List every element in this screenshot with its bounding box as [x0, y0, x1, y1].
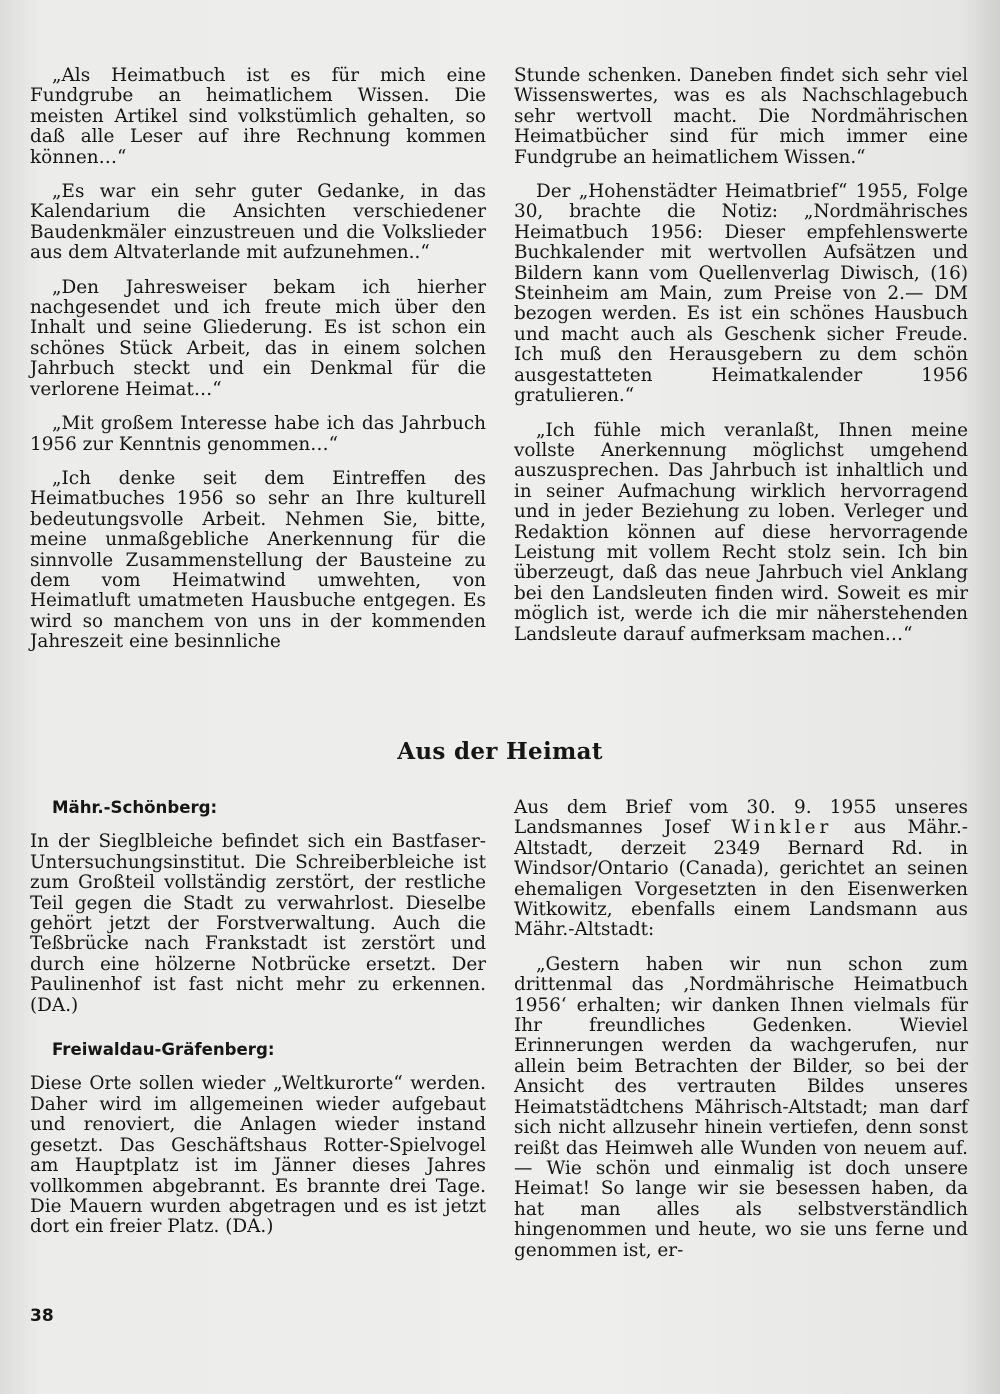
column-top-left	[30, 66, 486, 667]
paragraph: „Als Heimatbuch ist es für mich eine Fundgrube an heimatlichem Wissen. Die meisten Artikel sind volkstümlich gehalten, so daß alle Leser auf ihre Rechnung kommen können…“	[30, 65, 486, 168]
person-name: Winkler	[731, 817, 833, 839]
paragraph: „Den Jahresweiser bekam ich hierher nachgesendet und ich freute mich über den Inhalt und seine Gliederung. Es ist schon ein schönes Stück Arbeit, das in einem solchen Jahrbuch steckt und ein Denkmal für die verlorene Heimat…“	[30, 276, 486, 400]
page-number: 38	[30, 1306, 54, 1326]
paragraph: „Es war ein sehr guter Gedanke, in das Kalendarium die Ansichten verschiedener Baudenkmäler einzustreuen und die Volkslieder aus dem Altvaterlande mit aufzunehmen..“	[30, 181, 486, 264]
paragraph: „Mit großem Interesse habe ich das Jahrbuch 1956 zur Kenntnis genommen…“	[30, 413, 486, 455]
subheading-freiwaldau-graefenberg: Freiwaldau-Gräfenberg:	[52, 1040, 275, 1060]
intro-text: Aus dem Brief vom 30. 9. 1955 unseres Landsmannes Josef	[514, 797, 968, 839]
column-bottom-right	[514, 798, 968, 1275]
column-bottom-left	[30, 798, 486, 1252]
paragraph: Stunde schenken. Daneben findet sich sehr viel Wissenswertes, was es als Nachschlagebuch sehr wertvoll macht. Die Nordmährischen Heimatbücher sind für mich immer eine Fundgrube an heimatlichem Wissen.“	[514, 65, 968, 168]
subheading-maehr-schoenberg: Mähr.-Schönberg:	[52, 798, 218, 817]
letter-intro	[514, 798, 968, 941]
paragraph: „Ich denke seit dem Eintreffen des Heimatbuches 1956 so sehr an Ihre kulturell bedeutungsvolle Arbeit. Nehmen Sie, bitte, meine unmaßgebliche Anerkennung für die sinnvolle Zusammenstellung der Bausteine zu dem vom Heimatwind umwehten, von Heimatluft umatmeten Hausbuche entgegen. Es wird so manchem von uns in der kommenden Jahreszeit eine besinnliche	[30, 467, 486, 653]
intro-text: aus Mähr.-Altstadt, derzeit 2349 Bernard Rd. in Windsor/Ontario (Canada), gerichtet an seinen ehemaligen Vorgesetzten in den Eisenwerken Witkowitz, ebenfalls einem Landsmann aus Mähr.-Altstadt:	[514, 817, 968, 941]
column-top-right	[514, 66, 968, 659]
letter-quote: „Gestern haben wir nun schon zum drittenmal das ‚Nordmährische Heimatbuch 1956‘ erhalten; wir danken Ihnen vielmals für Ihr freundliches Gedenken. Wieviel Erinnerungen werden da wachgerufen, nur allein beim Betrachten der Bilder, so bei der Ansicht des vertrauten Bildes unseres Heimatstädtchens Mährisch-Altstadt; man darf sich nicht allzusehr hinein vertiefen, denn sonst reißt das Heimweh alle Wunden von neuem auf. — Wie schön und einmalig ist doch unsere Heimat! So lange wir sie besessen haben, da hat man alles als selbstverständlich hingenommen und heute, wo sie uns ferne und genommen ist, er-	[514, 953, 968, 1261]
paragraph: In der Sieglbleiche befindet sich ein Bastfaser-Untersuchungsinstitut. Die Schreiberbleiche ist zum Großteil vollständig zerstört, der restliche Teil gegen die Stadt zu verwahrlost. Dieselbe gehört jetzt der Forstverwaltung. Auch die Teßbrücke nach Frankstadt ist zerstört und durch eine hölzerne Notbrücke ersetzt. Der Paulinenhof ist fast nicht mehr zu erkennen. (DA.)	[30, 831, 486, 1016]
paragraph: Diese Orte sollen wieder „Weltkurorte“ werden. Daher wird im allgemeinen wieder aufgebaut und renoviert, die Anlagen wieder instand gesetzt. Das Geschäftshaus Rotter-Spielvogel am Hauptplatz ist im Jänner dieses Jahres vollkommen abgebrannt. Es brannte drei Tage. Die Mauern wurden abgetragen und es ist jetzt dort ein freier Platz. (DA.)	[30, 1073, 486, 1238]
section-title: Aus der Heimat	[397, 738, 603, 765]
paragraph: Der „Hohenstädter Heimatbrief“ 1955, Folge 30, brachte die Notiz: „Nordmährisches Heimatbuch 1956: Dieser empfehlenswerte Buchkalender mit wertvollen Aufsätzen und Bildern kann vom Quellenverlag Diwisch, (16) Steinheim am Main, zum Preise von 2.— DM bezogen werden. Es ist ein schönes Hausbuch und macht auch als Geschenk sicher Freude. Ich muß den Herausgebern zu dem schön ausgestatteten Heimatkalender 1956 gratulieren.“	[514, 181, 968, 407]
paragraph: „Ich fühle mich veranlaßt, Ihnen meine vollste Anerkennung möglichst umgehend auszusprechen. Das Jahrbuch ist inhaltlich und in seiner Aufmachung wirklich hervorragend und in jeder Beziehung zu loben. Verleger und Redaktion können auf diese hervorragende Leistung mit vollem Recht stolz sein. Ich bin überzeugt, daß das neue Jahrbuch viel Anklang bei den Landsleuten finden wird. Soweit es mir möglich ist, werde ich die mir näherstehenden Landsleute darauf aufmerksam machen…“	[514, 419, 968, 645]
